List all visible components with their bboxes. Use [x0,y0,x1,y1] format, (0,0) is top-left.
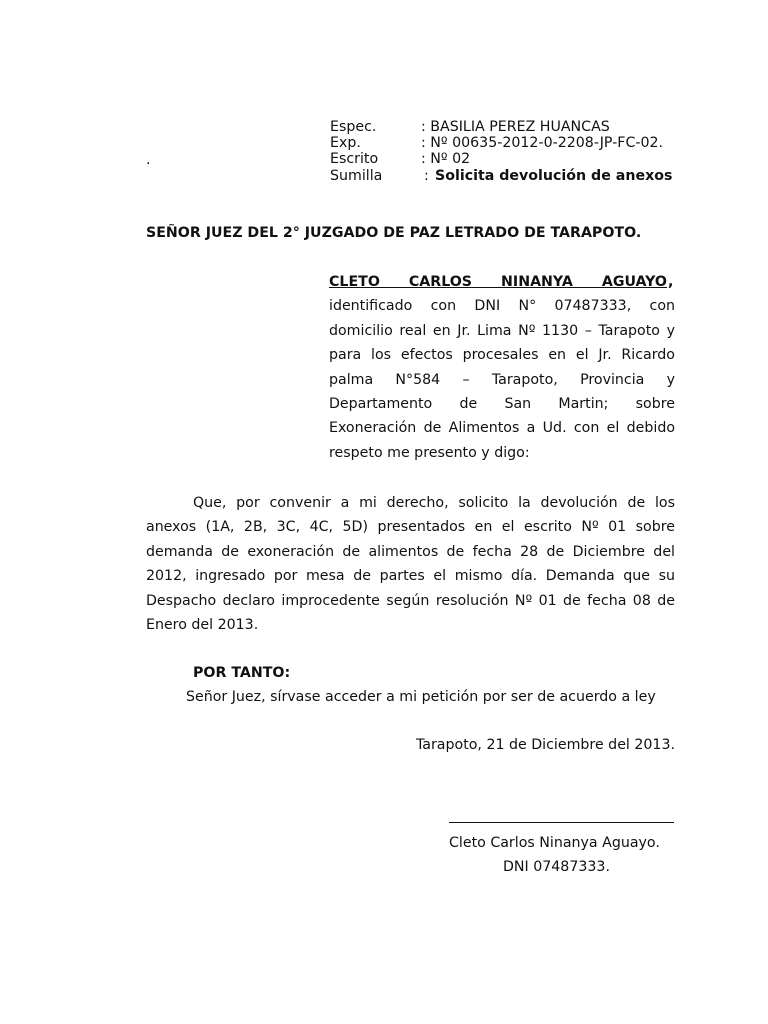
party-name [329,270,667,294]
body-line: Despacho declaro improcedente según resolución Nº 01 de fecha 08 de [146,592,675,609]
party-line: palma N°584 – Tarapoto, Provincia y [329,371,675,388]
header-value-escrito: : Nº 02 [421,151,471,167]
signer-dni: DNI 07487333. [503,859,610,875]
body-line: Que, por convenir a mi derecho, solicito la devolución de los [193,495,675,511]
header-label-escrito: Escrito [330,151,379,167]
header-colon-sumilla: : [424,168,429,184]
party-name-comma: , [668,274,674,290]
party-line: Exoneración de Alimentos a Ud. con el debido [329,420,675,437]
party-line: domicilio real en Jr. Lima Nº 1130 – Tarapoto y [329,322,675,339]
header-label-sumilla: Sumilla [330,168,383,184]
body-line: Enero del 2013. [146,617,259,633]
body-line: 2012, ingresado por mesa de partes el mismo día. Demanda que su [146,568,675,585]
party-line: Departamento de San Martin; sobre [329,396,675,412]
por-tanto-heading: POR TANTO: [193,665,291,681]
party-line: respeto me presento y digo: [329,444,530,461]
body-line: anexos (1A, 2B, 3C, 4C, 5D) presentados en el escrito Nº 01 sobre [146,519,675,536]
header-label-exp: Exp. [330,135,361,151]
signature-line [449,822,674,823]
addressee-heading: SEÑOR JUEZ DEL 2° JUZGADO DE PAZ LETRADO DE TARAPOTO. [146,225,642,241]
party-line: identificado con DNI N° 07487333, con [329,298,675,315]
stray-dot: . [146,152,151,168]
signer-name: Cleto Carlos Ninanya Aguayo. [449,835,660,851]
party-line: para los efectos procesales en el Jr. Ricardo [329,347,675,364]
header-value-exp: : Nº 00635-2012-0-2208-JP-FC-02. [421,135,664,151]
party-name-text: CLETO CARLOS NINANYA AGUAYO [329,274,667,290]
header-value-espec: : BASILIA PEREZ HUANCAS [421,119,610,135]
place-date: Tarapoto, 21 de Diciembre del 2013. [415,737,675,753]
petition-line: Señor Juez, sírvase acceder a mi petición por ser de acuerdo a ley [186,689,656,705]
header-value-sumilla: Solicita devolución de anexos [435,168,673,184]
header-label-espec: Espec. [330,119,377,135]
body-line: demanda de exoneración de alimentos de fecha 28 de Diciembre del [146,543,675,560]
